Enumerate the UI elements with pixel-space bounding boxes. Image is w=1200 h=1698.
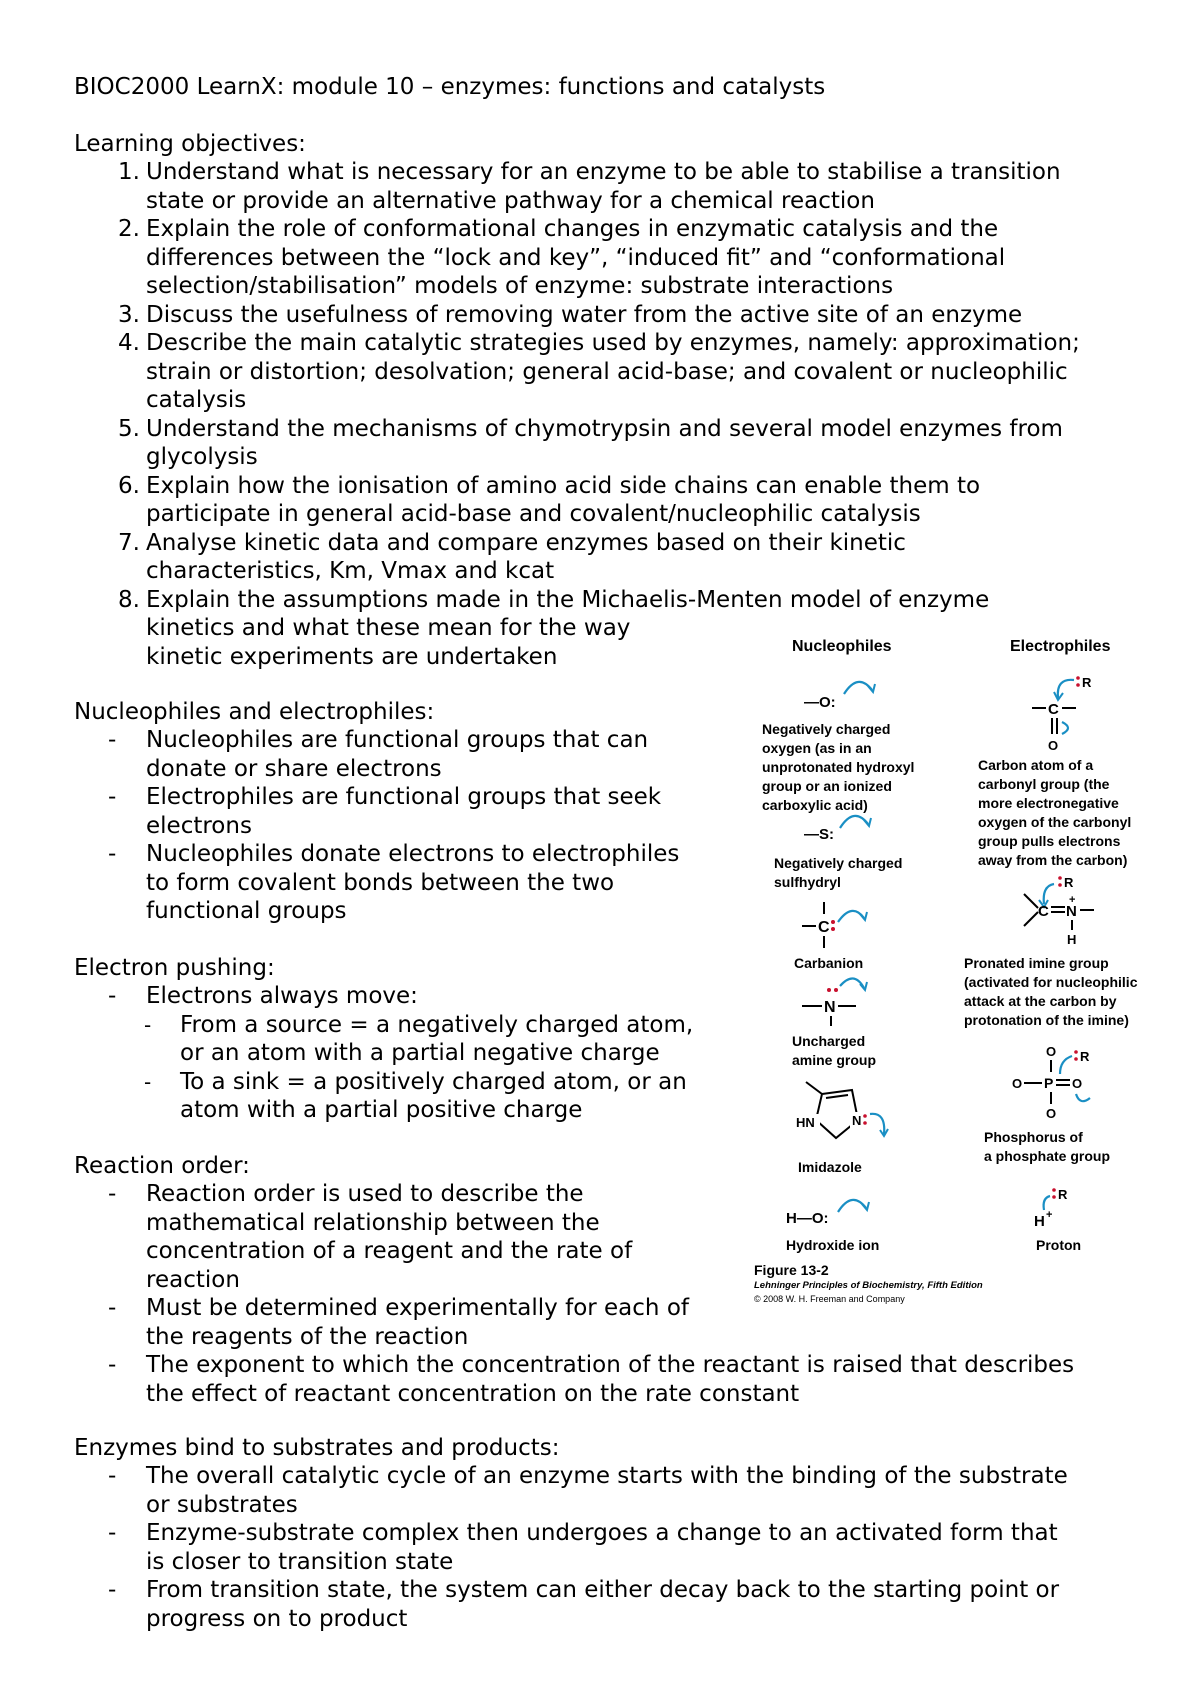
- svg-text:R: R: [1082, 675, 1092, 690]
- svg-text:O: O: [1046, 1106, 1057, 1121]
- objective-item: 5. Understand the mechanisms of chymotrypsin and several model enzymes from glycolysis: [118, 415, 1063, 470]
- electron-arrow-icon: [840, 674, 880, 702]
- objective-item: 4. Describe the main catalytic strategies used by enzymes, namely: approximation; strain or distortion; desolvation; general acid-base; and covalent or nucleophilic catalysis: [118, 330, 1080, 413]
- objective-item: 8. Explain the assumptions made in the Michaelis-Menten model of enzyme kinetics and what these mean for the way kinetic experiments are undertaken: [118, 586, 990, 670]
- hydroxide-caption: Hydroxide ion: [786, 1237, 880, 1253]
- amine-caption: Uncharged amine group: [792, 1033, 877, 1068]
- nucleophiles-figure-heading: Nucleophiles: [792, 638, 892, 655]
- objective-item: 1. Understand what is necessary for an enzyme to be able to stabilise a transition state or provide an alternative pathway for a chemical reaction: [118, 159, 1061, 214]
- list-item: - From transition state, the system can either decay back to the starting point or progress on to product: [108, 1577, 1060, 1632]
- svg-text:O: O: [1072, 1076, 1083, 1091]
- document-title: BIOC2000 LearnX: module 10 – enzymes: functions and catalysts: [74, 74, 826, 100]
- list-item: - Enzyme-substrate complex then undergoes a change to an activated form that is closer to transition state: [108, 1520, 1058, 1575]
- list-item: - The exponent to which the concentration of the reactant is raised that describes the effect of reactant concentration on the rate constant: [108, 1352, 1075, 1407]
- carbanion-caption: Carbanion: [794, 955, 864, 971]
- imine-structure-icon: [1020, 870, 1120, 946]
- svg-text:N: N: [1066, 903, 1077, 920]
- svg-text:N: N: [852, 1113, 862, 1128]
- objective-item: 6. Explain how the ionisation of amino acid side chains can enable them to participate in general acid-base and covalent/nucleophilic catalysis: [118, 472, 981, 527]
- carbonyl-structure-icon: [1028, 672, 1118, 752]
- negatively-charged-oxygen-structure: —O:: [804, 694, 836, 711]
- list-item: - Nucleophiles are functional groups that can donate or share electrons: [108, 727, 649, 782]
- phosphate-caption: Phosphorus of a phosphate group: [984, 1129, 1110, 1164]
- carbanion-structure-icon: [800, 900, 880, 952]
- proton-caption: Proton: [1036, 1237, 1082, 1253]
- electron-arrow-icon: [834, 1192, 874, 1220]
- sulfhydryl-caption: Negatively charged sulfhydryl: [774, 855, 903, 890]
- amine-structure-icon: [800, 976, 880, 1028]
- objective-item: 7. Analyse kinetic data and compare enzymes based on their kinetic characteristics, Km, Vmax and kcat: [118, 529, 906, 584]
- list-item: - Electrophiles are functional groups that seek electrons: [108, 784, 662, 839]
- figure-title: Figure 13-2: [754, 1262, 829, 1278]
- proton-structure-icon: [1030, 1184, 1090, 1230]
- svg-text:H: H: [1067, 932, 1077, 946]
- list-item: - The overall catalytic cycle of an enzyme starts with the binding of the substrate or substrates: [108, 1463, 1068, 1518]
- carbonyl-caption: Carbon atom of a carbonyl group (the more electronegative oxygen of the carbonyl group pulls electrons away from the carbon): [978, 757, 1132, 868]
- electron-pushing-list: [108, 982, 693, 1125]
- svg-text:O: O: [1012, 1076, 1023, 1091]
- electrophiles-figure-heading: Electrophiles: [1010, 638, 1111, 655]
- electron-pushing-heading: Electron pushing:: [74, 955, 275, 981]
- objective-item: 3. Discuss the usefulness of removing water from the active site of an enzyme: [118, 301, 1023, 328]
- nucleophiles-electrophiles-figure: [752, 632, 1182, 1312]
- learning-objectives-list: [100, 158, 1180, 671]
- sub-list-item: - From a source = a negatively charged atom, or an atom with a partial negative charge: [144, 1011, 694, 1066]
- phosphate-structure-icon: [1010, 1042, 1120, 1124]
- hydroxide-structure: H—O:: [786, 1210, 829, 1227]
- list-item: - Must be determined experimentally for each of the reagents of the reaction: [108, 1295, 689, 1350]
- svg-text:R: R: [1064, 875, 1074, 890]
- sub-list-item: - To a sink = a positively charged atom, or an atom with a partial positive charge: [144, 1068, 687, 1123]
- nucleophiles-heading: Nucleophiles and electrophiles:: [74, 699, 435, 725]
- svg-text:P: P: [1044, 1075, 1054, 1091]
- svg-text:C: C: [1038, 903, 1049, 920]
- imidazole-caption: Imidazole: [798, 1159, 862, 1175]
- svg-text:R: R: [1058, 1187, 1068, 1202]
- svg-text:O: O: [1048, 738, 1059, 752]
- svg-text:C: C: [1048, 701, 1059, 718]
- negatively-charged-oxygen-caption: Negatively charged oxygen (as in an unprotonated hydroxyl group or an ionized carboxylic acid): [762, 721, 915, 813]
- list-item: - Electrons always move:: [108, 983, 418, 1009]
- objective-item: 2. Explain the role of conformational changes in enzymatic catalysis and the differences between the “lock and key”, “induced fit” and “conformational selection/stabilisation” models of enzyme: substrate interactions: [118, 216, 1006, 299]
- svg-text:H: H: [1034, 1213, 1045, 1230]
- electron-arrow-icon: [836, 808, 876, 836]
- sulfhydryl-structure: —S:: [804, 826, 834, 843]
- enzymes-bind-list: [108, 1462, 1068, 1633]
- imidazole-structure-icon: [792, 1078, 902, 1152]
- svg-text:+: +: [1046, 1209, 1053, 1221]
- svg-text:+: +: [1069, 894, 1076, 906]
- figure-copyright: © 2008 W. H. Freeman and Company: [754, 1294, 905, 1304]
- list-item: - Nucleophiles donate electrons to electrophiles to form covalent bonds between the two functional groups: [108, 841, 680, 924]
- nucleophiles-list: [108, 726, 679, 926]
- list-item: - Reaction order is used to describe the mathematical relationship between the concentration of a reagent and the rate of reaction: [108, 1181, 633, 1293]
- svg-text:O: O: [1046, 1044, 1057, 1059]
- enzymes-bind-heading: Enzymes bind to substrates and products:: [74, 1435, 560, 1461]
- reaction-order-heading: Reaction order:: [74, 1153, 250, 1179]
- svg-text:C: C: [818, 919, 830, 936]
- svg-text:N: N: [824, 999, 836, 1016]
- imine-caption: Pronated imine group (activated for nucleophilic attack at the carbon by protonation of the imine): [964, 955, 1138, 1028]
- figure-source: Lehninger Principles of Biochemistry, Fifth Edition: [754, 1280, 983, 1291]
- svg-text:HN: HN: [796, 1115, 815, 1130]
- learning-objectives-heading: Learning objectives:: [74, 131, 306, 157]
- svg-text:R: R: [1080, 1049, 1090, 1064]
